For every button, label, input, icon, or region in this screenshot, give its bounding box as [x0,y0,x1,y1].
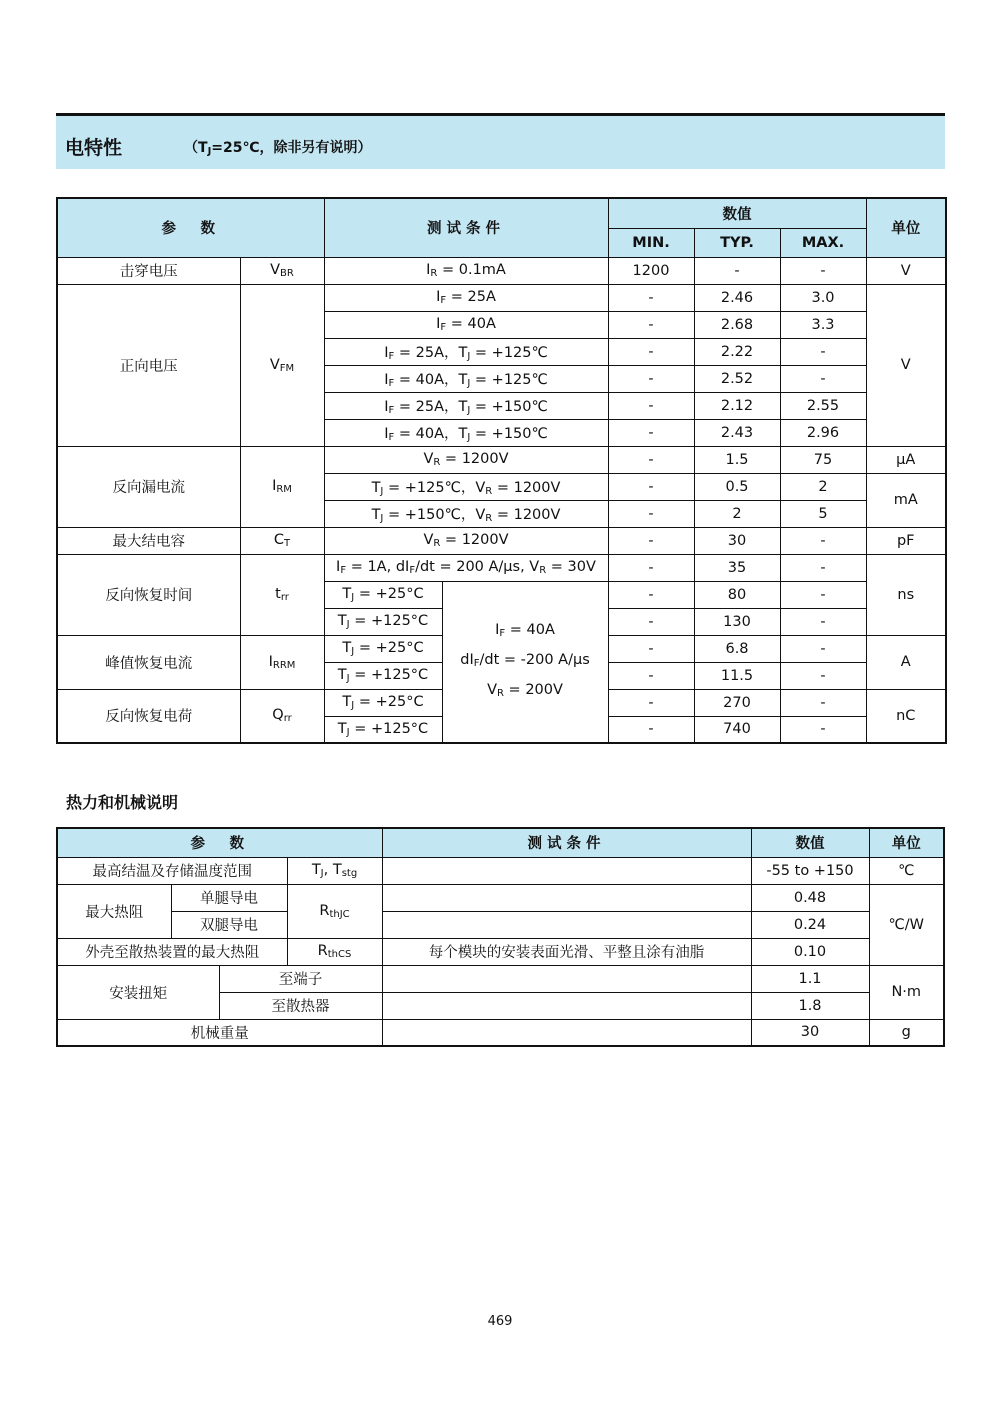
electrical-characteristics-table [56,197,947,744]
param-name: 反向恢复电荷 [57,689,240,743]
header-param: 参 数 [57,198,324,257]
test-condition: $I_F = 25A$，$T_J$ = +125℃ [324,338,608,365]
value: 0.24 [751,911,869,938]
max-value: - [780,608,866,635]
typ-value: - [694,257,780,284]
param-symbol: $V_{BR}$ [240,257,324,284]
section-title: 电特性 [65,137,123,159]
param-subname: 至端子 [219,965,382,992]
test-condition [382,1019,751,1046]
max-value: 75 [780,446,866,473]
header-test-condition: 测试条件 [324,198,608,257]
max-value: 5 [780,500,866,527]
section-title-thermal: 热力和机械说明 [66,793,179,812]
typ-value: 2.46 [694,284,780,311]
min-value: - [608,338,694,365]
typ-value: 270 [694,689,780,716]
param-name: 最高结温及存储温度范围 [57,857,287,884]
min-value: - [608,365,694,392]
unit: ns [866,554,946,635]
max-value: - [780,662,866,689]
param-name: 最大结电容 [57,527,240,554]
typ-value: 80 [694,581,780,608]
param-subname: 至散热器 [219,992,382,1019]
value: 0.48 [751,884,869,911]
param-name: 外壳至散热装置的最大热阻 [57,938,287,965]
header-unit: 单位 [869,828,944,857]
param-name: 击穿电压 [57,257,240,284]
test-condition [382,911,751,938]
max-value: - [780,635,866,662]
min-value: - [608,473,694,500]
test-condition [382,857,751,884]
table-row [57,554,946,581]
min-value: - [608,689,694,716]
param-name: 反向漏电流 [57,446,240,527]
max-value: 3.0 [780,284,866,311]
value: 30 [751,1019,869,1046]
unit: mA [866,473,946,527]
param-name: 最大热阻 [57,884,171,938]
test-condition: $V_R = 1200V$ [324,527,608,554]
typ-value: 6.8 [694,635,780,662]
table-row [57,911,944,938]
temp-condition: $T_J = +125^\circ C$ [324,662,442,689]
param-name: 安装扭矩 [57,965,219,1019]
table-row [57,284,946,311]
max-value: - [780,257,866,284]
value: 1.1 [751,965,869,992]
section-condition: （$T_J=25℃$，除非另有说明） [184,140,372,157]
test-condition: $V_R = 1200V$ [324,446,608,473]
header-param: 参 数 [57,828,382,857]
param-subname: 双腿导电 [171,911,287,938]
unit: V [866,284,946,446]
unit: N·m [869,965,944,1019]
unit: pF [866,527,946,554]
typ-value: 740 [694,716,780,743]
param-symbol: $T_J$, $T_{stg}$ [287,857,382,884]
shared-test-condition: $I_F = 40A$ $dI_F/dt = -200$ A/μs $V_R = 200V$ [442,581,608,743]
min-value: - [608,311,694,338]
typ-value: 2 [694,500,780,527]
param-symbol: $V_{FM}$ [240,284,324,446]
test-condition: $I_F = 40A$，$T_J$ = +150℃ [324,419,608,446]
typ-value: 130 [694,608,780,635]
unit: A [866,635,946,689]
param-subname: 单腿导电 [171,884,287,911]
typ-value: 0.5 [694,473,780,500]
unit: nC [866,689,946,743]
unit: g [869,1019,944,1046]
unit: V [866,257,946,284]
header-typ: TYP. [694,228,780,257]
min-value: 1200 [608,257,694,284]
table-row [57,938,944,965]
section-header-band [56,116,945,169]
param-symbol: $I_{RM}$ [240,446,324,527]
temp-condition: $T_J = +125^\circ C$ [324,608,442,635]
test-condition: $T_J$ = +150℃，$V_R = 1200V$ [324,500,608,527]
header-min: MIN. [608,228,694,257]
param-symbol: $Q_{rr}$ [240,689,324,743]
max-value: - [780,338,866,365]
value: 0.10 [751,938,869,965]
min-value: - [608,419,694,446]
param-name: 正向电压 [57,284,240,446]
param-symbol: $C_T$ [240,527,324,554]
header-value: 数值 [608,198,866,228]
value: -55 to +150 [751,857,869,884]
max-value: - [780,581,866,608]
typ-value: 1.5 [694,446,780,473]
typ-value: 2.52 [694,365,780,392]
test-condition [382,965,751,992]
max-value: - [780,527,866,554]
min-value: - [608,554,694,581]
test-condition: 每个模块的安装表面光滑、平整且涂有油脂 [382,938,751,965]
temp-condition: $T_J = +25^\circ C$ [324,581,442,608]
min-value: - [608,392,694,419]
test-condition: $I_F = 25A$，$T_J$ = +150℃ [324,392,608,419]
min-value: - [608,716,694,743]
max-value: - [780,554,866,581]
temp-condition: $T_J = +125^\circ C$ [324,716,442,743]
param-name: 机械重量 [57,1019,382,1046]
max-value: - [780,716,866,743]
value: 1.8 [751,992,869,1019]
param-name: 反向恢复时间 [57,554,240,635]
unit: ℃ [869,857,944,884]
thermal-mechanical-table [56,827,945,1047]
test-condition [382,992,751,1019]
typ-value: 2.22 [694,338,780,365]
max-value: 2.55 [780,392,866,419]
page-number: 469 [487,1314,513,1329]
min-value: - [608,581,694,608]
header-value: 数值 [751,828,869,857]
param-symbol: $R_{thCS}$ [287,938,382,965]
typ-value: 2.12 [694,392,780,419]
typ-value: 30 [694,527,780,554]
typ-value: 2.43 [694,419,780,446]
max-value: 2.96 [780,419,866,446]
test-condition: $I_R = 0.1mA$ [324,257,608,284]
test-condition [382,884,751,911]
test-condition: $I_F = 1A$, $dI_F/dt = 200$ A/μs, $V_R = 30V$ [324,554,608,581]
table-row [57,857,944,884]
table-row [57,257,946,284]
table-row [57,965,944,992]
max-value: 2 [780,473,866,500]
min-value: - [608,608,694,635]
table-row [57,1019,944,1046]
min-value: - [608,500,694,527]
test-condition: $I_F = 40A$，$T_J$ = +125℃ [324,365,608,392]
min-value: - [608,662,694,689]
header-max: MAX. [780,228,866,257]
test-condition: $T_J$ = +125℃，$V_R = 1200V$ [324,473,608,500]
param-symbol: $I_{RRM}$ [240,635,324,689]
param-name: 峰值恢复电流 [57,635,240,689]
unit: μA [866,446,946,473]
param-symbol: $R_{thJC}$ [287,884,382,938]
max-value: - [780,689,866,716]
table-row [57,884,944,911]
test-condition: $I_F = 40A$ [324,311,608,338]
typ-value: 11.5 [694,662,780,689]
header-unit: 单位 [866,198,946,257]
min-value: - [608,635,694,662]
test-condition: $I_F = 25A$ [324,284,608,311]
typ-value: 2.68 [694,311,780,338]
param-symbol: $t_{rr}$ [240,554,324,635]
min-value: - [608,446,694,473]
unit: ℃/W [869,884,944,965]
max-value: - [780,365,866,392]
header-test-condition: 测试条件 [382,828,751,857]
table-row [57,446,946,473]
table-row [57,527,946,554]
min-value: - [608,527,694,554]
min-value: - [608,284,694,311]
temp-condition: $T_J = +25^\circ C$ [324,635,442,662]
typ-value: 35 [694,554,780,581]
temp-condition: $T_J = +25^\circ C$ [324,689,442,716]
max-value: 3.3 [780,311,866,338]
